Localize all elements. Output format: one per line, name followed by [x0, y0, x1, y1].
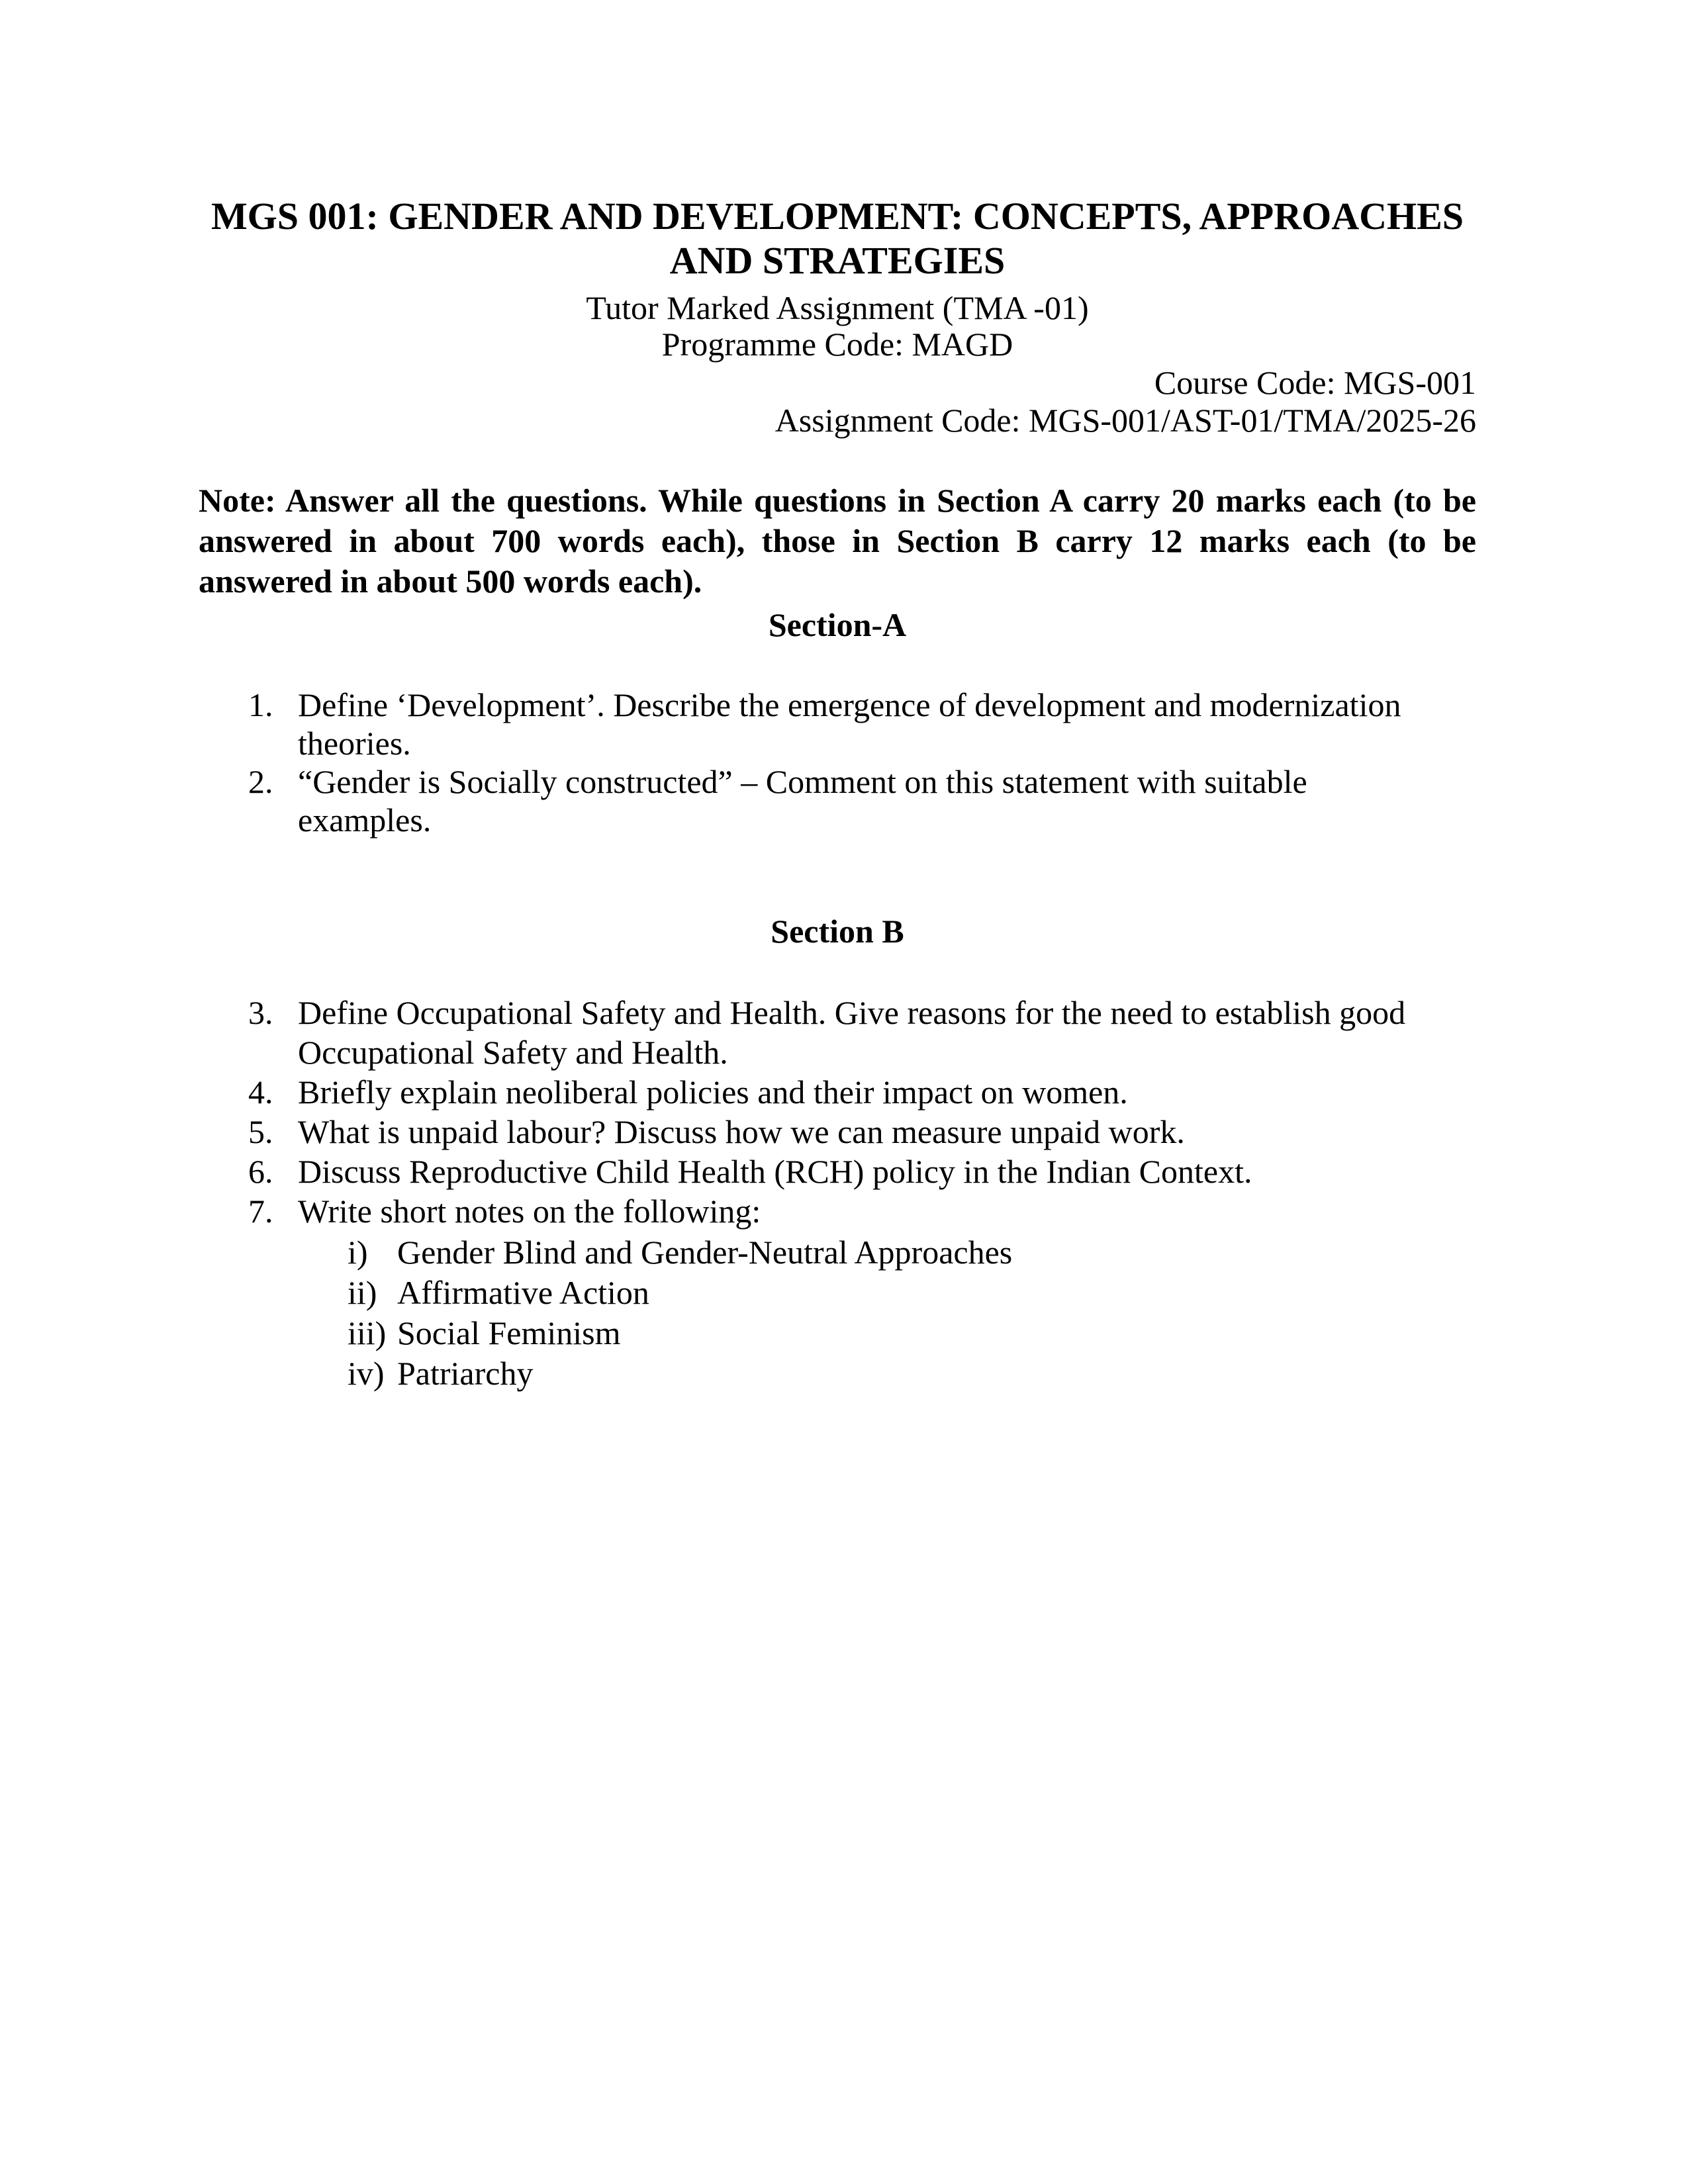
question-number: 4. — [248, 1073, 273, 1111]
subnote-item — [348, 1232, 1539, 1273]
subnote-label: iii) — [348, 1314, 387, 1351]
short-notes-list — [348, 1232, 1539, 1394]
course-code: Course Code: MGS-001 — [1154, 364, 1476, 401]
subnote-label: iv) — [348, 1355, 385, 1392]
note-line: Note: Answer all the questions. While questions in Section A carry 20 marks each (to be — [199, 482, 1476, 519]
subnote-text: Affirmative Action — [397, 1274, 649, 1311]
section-a-heading: Section-A — [768, 606, 907, 643]
question-item — [248, 993, 1638, 1072]
note-paragraph — [199, 480, 1476, 602]
programme-code: Programme Code: MAGD — [661, 326, 1013, 363]
question-text-line: Discuss Reproductive Child Health (RCH) policy in the Indian Context. — [298, 1153, 1252, 1190]
subnote-text: Gender Blind and Gender-Neutral Approaches — [397, 1234, 1013, 1271]
assignment-code: Assignment Code: MGS-001/AST-01/TMA/2025-26 — [774, 402, 1476, 439]
question-text-line: Briefly explain neoliberal policies and their impact on women. — [298, 1073, 1128, 1111]
title-line-1: MGS 001: GENDER AND DEVELOPMENT: CONCEPTS, APPROACHES — [211, 195, 1464, 238]
question-number: 2. — [248, 763, 273, 800]
title-line-2: AND STRATEGIES — [669, 239, 1006, 282]
section-b-heading: Section B — [771, 913, 904, 950]
question-text-line: “Gender is Socially constructed” – Comment on this statement with suitable — [298, 763, 1307, 800]
question-number: 5. — [248, 1113, 273, 1150]
subnote-item — [348, 1313, 1539, 1353]
note-line: answered in about 500 words each). — [199, 563, 702, 600]
question-text-line: Write short notes on the following: — [298, 1193, 761, 1230]
question-text-line: Define Occupational Safety and Health. Give reasons for the need to establish good — [298, 994, 1406, 1031]
assignment-type: Tutor Marked Assignment (TMA -01) — [586, 289, 1089, 326]
question-text-line: Define ‘Development’. Describe the emergence of development and modernization — [298, 686, 1401, 723]
question-text-line: theories. — [298, 725, 411, 762]
subnote-item — [348, 1353, 1539, 1394]
question-item — [248, 686, 1638, 762]
question-item — [248, 1191, 1638, 1231]
subnote-label: i) — [348, 1234, 368, 1271]
question-text-line: What is unpaid labour? Discuss how we can measure unpaid work. — [298, 1113, 1185, 1150]
question-number: 6. — [248, 1153, 273, 1190]
note-line: answered in about 700 words each), those in Section B carry 12 marks each (to be — [199, 522, 1476, 559]
subnote-text: Patriarchy — [397, 1355, 534, 1392]
section-b-questions — [248, 993, 1638, 1231]
question-number: 1. — [248, 686, 273, 723]
question-item — [248, 1152, 1638, 1191]
question-number: 3. — [248, 994, 273, 1031]
subnote-text: Social Feminism — [397, 1314, 621, 1351]
section-a-questions — [248, 686, 1638, 839]
question-item — [248, 1072, 1638, 1112]
question-number: 7. — [248, 1193, 273, 1230]
codes-block — [199, 364, 1476, 439]
question-item — [248, 762, 1638, 839]
question-text-line: examples. — [298, 801, 432, 839]
subnote-label: ii) — [348, 1274, 377, 1311]
subnote-item — [348, 1273, 1539, 1313]
document-title — [199, 194, 1476, 283]
question-text-line: Occupational Safety and Health. — [298, 1034, 728, 1071]
question-item — [248, 1112, 1638, 1152]
